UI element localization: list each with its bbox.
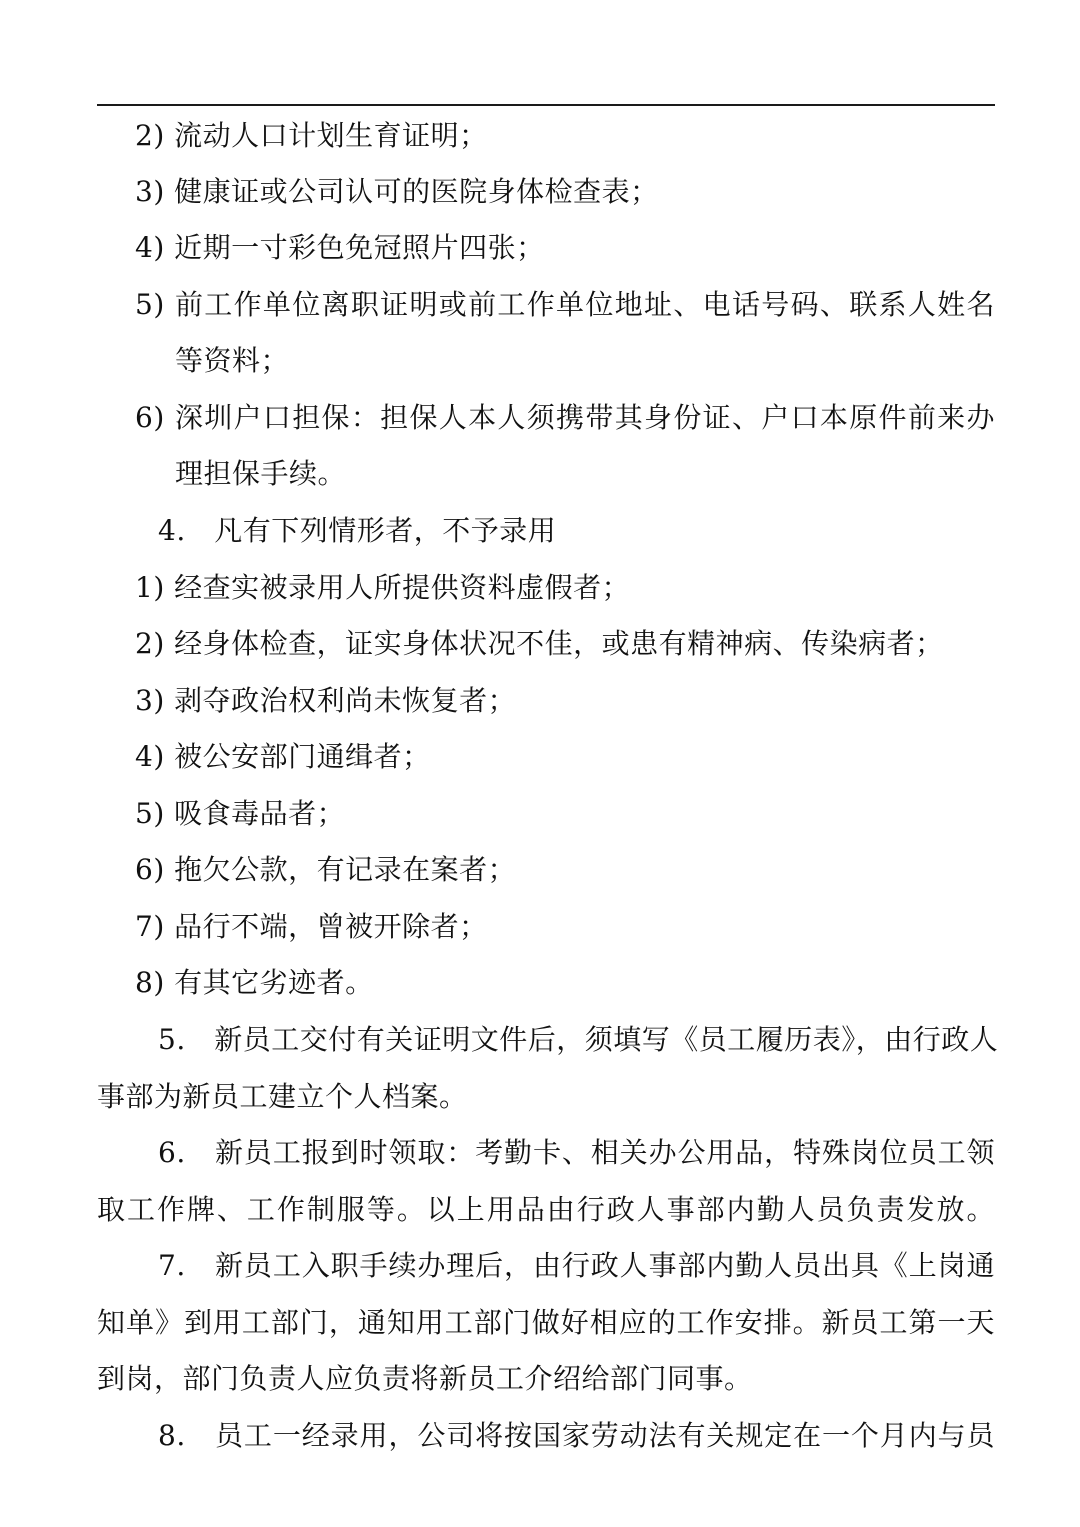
document-line: 3) 剥夺政治权利尚未恢复者；: [135, 684, 517, 717]
document-line: 3) 健康证或公司认可的医院身体检查表；: [135, 175, 659, 208]
document-line: 知单》到用工部门，通知用工部门做好相应的工作安排。新员工第一天: [97, 1306, 995, 1339]
document-line: 4) 被公安部门通缉者；: [135, 740, 431, 773]
document-line: 7. 新员工入职手续办理后，由行政人事部内勤人员出具《上岗通: [158, 1249, 995, 1282]
document-line: 6) 拖欠公款，有记录在案者；: [135, 853, 517, 886]
document-line: 1) 经查实被录用人所提供资料虚假者；: [135, 571, 631, 604]
document-line: 5. 新员工交付有关证明文件后，须填写《员工履历表》，由行政人: [158, 1023, 999, 1056]
document-line: 8. 员工一经录用，公司将按国家劳动法有关规定在一个月内与员: [158, 1419, 995, 1452]
document-line: 事部为新员工建立个人档案。: [97, 1080, 468, 1113]
document-line: 2) 经身体检查，证实身体状况不佳，或患有精神病、传染病者；: [135, 627, 944, 660]
document-line: 6) 深圳户口担保：担保人本人须携带其身份证、户口本原件前来办: [135, 401, 995, 434]
document-line: 8) 有其它劣迹者。: [135, 966, 374, 999]
document-line: 到岗，部门负责人应负责将新员工介绍给部门同事。: [97, 1362, 753, 1395]
document-line: 4) 近期一寸彩色免冠照片四张；: [135, 231, 545, 264]
section-heading: 4. 凡有下列情形者，不予录用: [158, 514, 557, 547]
document-line: 5) 吸食毒品者；: [135, 797, 346, 830]
document-line: 取工作牌、工作制服等。以上用品由行政人事部内勤人员负责发放。: [97, 1193, 995, 1226]
document-line: 理担保手续。: [175, 457, 347, 490]
header-rule: [97, 104, 995, 106]
document-line: 等资料；: [175, 344, 290, 377]
document-line: 7) 品行不端，曾被开除者；: [135, 910, 488, 943]
document-line: 2) 流动人口计划生育证明；: [135, 119, 488, 152]
document-line: 6. 新员工报到时领取：考勤卡、相关办公用品，特殊岗位员工领: [158, 1136, 995, 1169]
document-line: 5) 前工作单位离职证明或前工作单位地址、电话号码、联系人姓名: [135, 288, 995, 321]
